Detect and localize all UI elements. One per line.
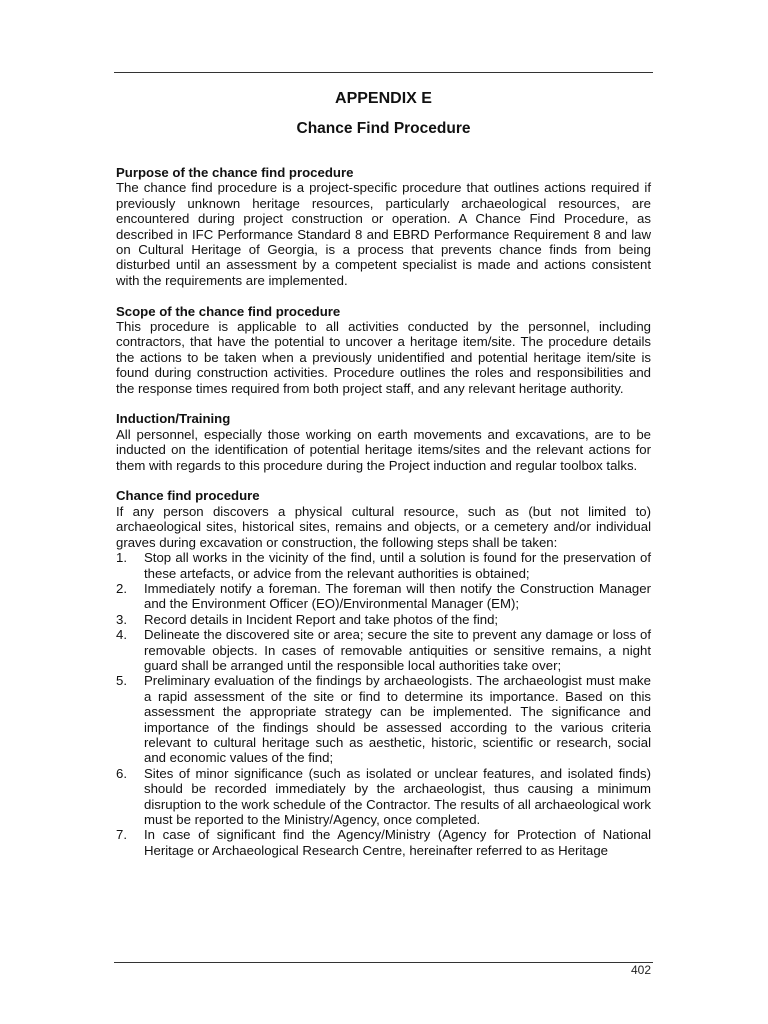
footer-rule	[114, 962, 653, 963]
section-heading: Induction/Training	[116, 411, 231, 427]
step-number: 7.	[116, 827, 127, 843]
section-paragraph: The chance find procedure is a project-specific procedure that outlines actions required if previously unknown heritage resources, particularly archaeological resources, are encountered during project construction or operation. A Chance Find Procedure, as described in IFC Performance Standard 8 and EBRD Performance Requirement 8 and law on Cultural Heritage of Georgia, is a process that prevents chance finds from being disturbed until an assessment by a competent specialist is made and actions consistent with the requirements are implemented.	[116, 180, 651, 288]
appendix-title: APPENDIX E	[335, 90, 432, 107]
step-number: 1.	[116, 550, 127, 566]
step-text: Preliminary evaluation of the findings by archaeologists. The archaeologist must make a rapid assessment of the site or find to determine its importance. Based on this assessment the appropriate strategy can be implemented. The significance and importance of the findings should be assessed according to the various criteria relevant to cultural heritage such as aesthetic, historic, scientific or research, social and economic values of the find;	[144, 673, 651, 766]
procedure-step	[116, 581, 651, 612]
procedure-step	[116, 766, 651, 828]
section-paragraph: This procedure is applicable to all activities conducted by the personnel, including contractors, that have the potential to uncover a heritage item/site. The procedure details the actions to be taken when a previously unidentified and potential heritage item/site is found during construction activities. Procedure outlines the roles and responsibilities and the response times required from both project staff, and any relevant heritage authority.	[116, 319, 651, 396]
step-number: 5.	[116, 673, 127, 689]
header-rule	[114, 72, 653, 73]
section-purpose	[116, 165, 651, 288]
step-number: 2.	[116, 580, 127, 596]
section-heading: Scope of the chance find procedure	[116, 303, 341, 319]
section-scope	[116, 304, 651, 396]
document-body	[116, 165, 651, 874]
section-induction	[116, 411, 651, 473]
section-heading: Chance find procedure	[116, 488, 260, 504]
step-text: In case of significant find the Agency/Ministry (Agency for Protection of National Heritage or Archaeological Research Centre, hereinafter referred to as Heritage	[144, 827, 651, 858]
step-text: Delineate the discovered site or area; secure the site to prevent any damage or loss of removable objects. In cases of removable antiquities or sensitive remains, a night guard shall be arranged until the responsible local authorities take over;	[144, 627, 651, 673]
procedure-step	[116, 612, 651, 627]
procedure-step	[116, 550, 651, 581]
page-number: 402	[630, 963, 651, 977]
step-number: 3.	[116, 611, 127, 627]
procedure-step	[116, 673, 651, 765]
step-number: 6.	[116, 765, 127, 781]
section-chance-find	[116, 488, 651, 858]
step-text: Stop all works in the vicinity of the find, until a solution is found for the preservation of these artefacts, or advice from the relevant authorities is obtained;	[144, 550, 651, 581]
step-text: Record details in Incident Report and take photos of the find;	[144, 611, 499, 627]
step-text: Sites of minor significance (such as isolated or unclear features, and isolated finds) should be recorded immediately by the archaeologist, thus causing a minimum disruption to the work schedule of the Contractor. The results of all archaeological work must be reported to the Ministry/Agency, once completed.	[144, 765, 652, 828]
section-paragraph: If any person discovers a physical cultural resource, such as (but not limited to) archaeological sites, historical sites, remains and objects, or a cemetery and/or individual graves during excavation or construction, the following steps shall be taken:	[116, 503, 651, 550]
section-paragraph: All personnel, especially those working on earth movements and excavations, are to be inducted on the identification of potential heritage items/sites and the relevant actions for them with regards to this procedure during the Project induction and regular toolbox talks.	[116, 426, 651, 473]
section-heading: Purpose of the chance find procedure	[116, 165, 354, 180]
procedure-step	[116, 627, 651, 673]
procedure-steps-list	[116, 550, 651, 858]
step-number: 4.	[116, 627, 127, 643]
procedure-step	[116, 827, 651, 858]
step-text: Immediately notify a foreman. The foreman will then notify the Construction Manager and the Environment Officer (EO)/Environmental Manager (EM);	[144, 580, 651, 612]
document-title: Chance Find Procedure	[296, 120, 471, 137]
